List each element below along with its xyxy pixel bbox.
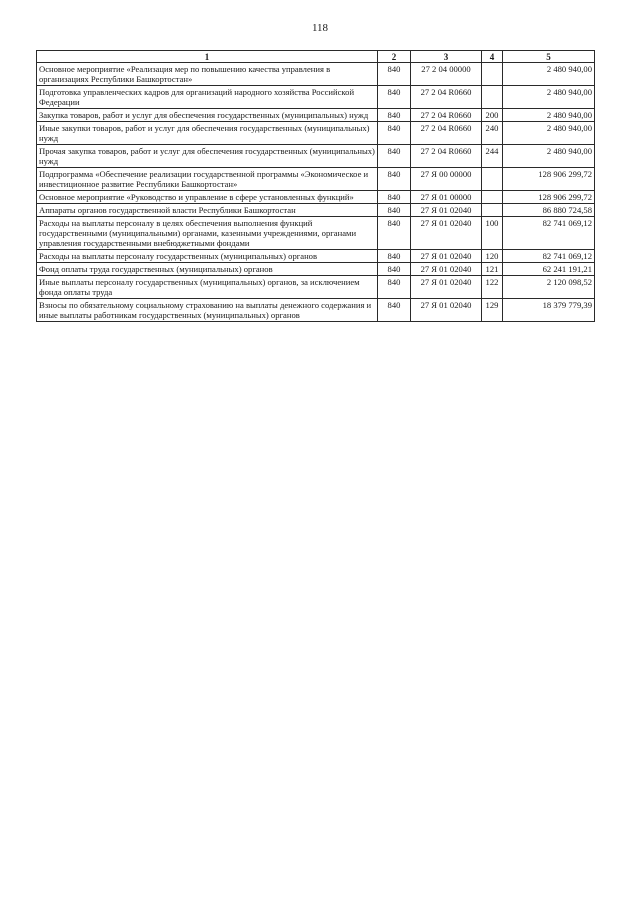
row-ministry-code: 840: [378, 263, 411, 276]
table-row: [37, 191, 595, 204]
row-amount: 62 241 191,21: [503, 263, 595, 276]
row-ministry-code: 840: [378, 191, 411, 204]
row-expense-type: 100: [482, 217, 503, 250]
row-ministry-code: 840: [378, 299, 411, 322]
row-ministry-code: 840: [378, 168, 411, 191]
header-col-1: 1: [37, 51, 378, 63]
row-ministry-code: 840: [378, 276, 411, 299]
row-description: Расходы на выплаты персоналу в целях обеспечения выполнения функций государственными (муниципальными) органами, казенными учреждениями, органами управления государственными внебюджетными фондами: [37, 217, 378, 250]
header-col-3: 3: [411, 51, 482, 63]
row-amount: 2 480 940,00: [503, 122, 595, 145]
row-amount: 128 906 299,72: [503, 191, 595, 204]
row-amount: 2 480 940,00: [503, 109, 595, 122]
row-description: Аппараты органов государственной власти Республики Башкортостан: [37, 204, 378, 217]
row-amount: 2 480 940,00: [503, 145, 595, 168]
row-ministry-code: 840: [378, 86, 411, 109]
row-expense-type: 122: [482, 276, 503, 299]
row-description: Расходы на выплаты персоналу государственных (муниципальных) органов: [37, 250, 378, 263]
header-col-2: 2: [378, 51, 411, 63]
table-row: [37, 276, 595, 299]
table-row: [37, 217, 595, 250]
row-expense-type: 200: [482, 109, 503, 122]
row-ministry-code: 840: [378, 109, 411, 122]
table-row: [37, 263, 595, 276]
row-ministry-code: 840: [378, 217, 411, 250]
budget-table: [36, 50, 595, 322]
row-target-code: 27 2 04 R0660: [411, 109, 482, 122]
row-target-code: 27 Я 01 02040: [411, 263, 482, 276]
row-amount: 82 741 069,12: [503, 217, 595, 250]
page-number: 118: [311, 22, 329, 34]
row-expense-type: 120: [482, 250, 503, 263]
row-target-code: 27 Я 01 02040: [411, 299, 482, 322]
row-ministry-code: 840: [378, 145, 411, 168]
table-row: [37, 109, 595, 122]
table-row: [37, 250, 595, 263]
row-description: Закупка товаров, работ и услуг для обеспечения государственных (муниципальных) нужд: [37, 109, 378, 122]
table-row: [37, 86, 595, 109]
row-amount: 128 906 299,72: [503, 168, 595, 191]
row-amount: 2 480 940,00: [503, 63, 595, 86]
row-target-code: 27 Я 01 02040: [411, 250, 482, 263]
table-row: [37, 145, 595, 168]
table-row: [37, 63, 595, 86]
row-ministry-code: 840: [378, 63, 411, 86]
row-target-code: 27 Я 01 02040: [411, 217, 482, 250]
row-target-code: 27 Я 00 00000: [411, 168, 482, 191]
row-description: Основное мероприятие «Реализация мер по повышению качества управления в организациях Республики Башкортостан»: [37, 63, 378, 86]
row-amount: 2 120 098,52: [503, 276, 595, 299]
row-description: Основное мероприятие «Руководство и управление в сфере установленных функций»: [37, 191, 378, 204]
header-col-4: 4: [482, 51, 503, 63]
row-description: Фонд оплаты труда государственных (муниципальных) органов: [37, 263, 378, 276]
row-amount: 2 480 940,00: [503, 86, 595, 109]
row-target-code: 27 2 04 R0660: [411, 145, 482, 168]
header-col-5: 5: [503, 51, 595, 63]
row-amount: 82 741 069,12: [503, 250, 595, 263]
table-row: [37, 168, 595, 191]
row-description: Подготовка управленческих кадров для организаций народного хозяйства Российской Федерации: [37, 86, 378, 109]
row-expense-type: [482, 191, 503, 204]
row-expense-type: 244: [482, 145, 503, 168]
row-expense-type: 240: [482, 122, 503, 145]
row-expense-type: 129: [482, 299, 503, 322]
row-description: Прочая закупка товаров, работ и услуг для обеспечения государственных (муниципальных) нужд: [37, 145, 378, 168]
row-ministry-code: 840: [378, 250, 411, 263]
row-expense-type: [482, 204, 503, 217]
row-description: Иные выплаты персоналу государственных (муниципальных) органов, за исключением фонда оплаты труда: [37, 276, 378, 299]
table-header-row: [37, 51, 595, 63]
row-amount: 18 379 779,39: [503, 299, 595, 322]
row-description: Иные закупки товаров, работ и услуг для обеспечения государственных (муниципальных) нужд: [37, 122, 378, 145]
row-ministry-code: 840: [378, 204, 411, 217]
row-description: Подпрограмма «Обеспечение реализации государственной программы «Экономическое и инвестиционное развитие Республики Башкортостан»: [37, 168, 378, 191]
row-target-code: 27 Я 01 02040: [411, 204, 482, 217]
row-expense-type: 121: [482, 263, 503, 276]
row-amount: 86 880 724,58: [503, 204, 595, 217]
table-row: [37, 204, 595, 217]
row-ministry-code: 840: [378, 122, 411, 145]
row-target-code: 27 Я 01 00000: [411, 191, 482, 204]
table-row: [37, 122, 595, 145]
row-target-code: 27 2 04 00000: [411, 63, 482, 86]
row-target-code: 27 2 04 R0660: [411, 86, 482, 109]
row-expense-type: [482, 86, 503, 109]
table-body: [37, 63, 595, 322]
table-row: [37, 299, 595, 322]
row-description: Взносы по обязательному социальному страхованию на выплаты денежного содержания и иные выплаты работникам государственных (муниципальных) органов: [37, 299, 378, 322]
row-target-code: 27 Я 01 02040: [411, 276, 482, 299]
row-expense-type: [482, 63, 503, 86]
row-expense-type: [482, 168, 503, 191]
row-target-code: 27 2 04 R0660: [411, 122, 482, 145]
